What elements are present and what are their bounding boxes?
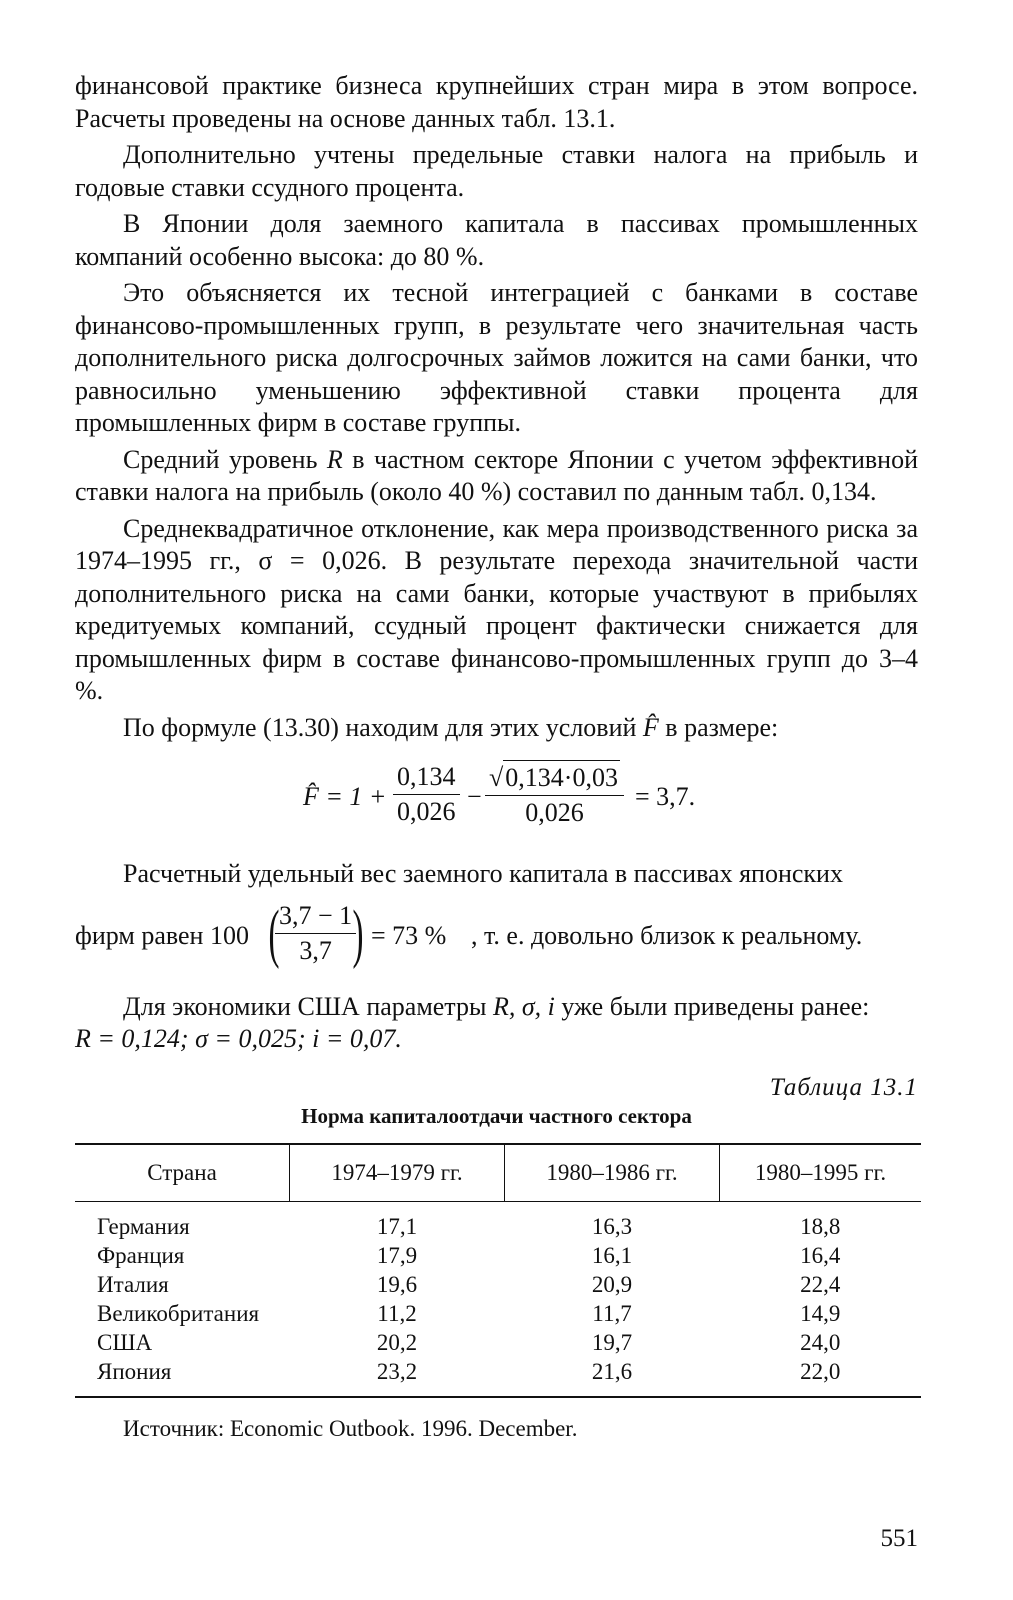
cell-value: 20,2: [376, 1329, 418, 1355]
paragraph-6: Среднеквадратичное отклонение, как мера производственного риска за 1974–1995 гг., σ = 0,026. В результате перехода значительной части дополнительного риска на сами банки, которые участвуют в прибылях кредитуемых компаний, ссудный процент фактически снижается для промышленных фирм в составе финансово-промышленных групп до 3–4 %.: [75, 513, 918, 705]
share-denominator: 3,7: [299, 935, 332, 965]
share-fraction: [275, 899, 356, 968]
cell-value: 22,4: [800, 1271, 841, 1297]
paragraph-8: Расчетный удельный вес заемного капитала в пассивах японских: [123, 859, 843, 888]
variable-f-hat: F̂: [642, 712, 659, 742]
cell-value: 22,0: [720, 1357, 922, 1397]
cell-value: 17,9: [376, 1242, 418, 1268]
formula-fraction-1: [393, 760, 460, 829]
share-text-a: фирм равен 100: [75, 920, 249, 950]
cell-value: 24,0: [800, 1329, 841, 1355]
header-period-2: 1980–1986 гг.: [505, 1144, 720, 1202]
paragraph-1: финансовой практике бизнеса крупнейших стран мира в этом вопросе. Расчеты проведены на основе данных табл. 13.1.: [75, 71, 918, 133]
table-row: [75, 1299, 921, 1328]
fraction-1-denominator: 0,026: [397, 797, 456, 826]
formula-f-hat: [75, 748, 918, 848]
cell-country: Франция: [97, 1242, 185, 1268]
header-period-1: 1974–1979 гг.: [290, 1144, 505, 1202]
fraction-1-numerator: 0,134: [393, 760, 460, 795]
paragraph-10-values: R = 0,124; σ = 0,025; i = 0,07.: [75, 1024, 402, 1053]
cell-value: 16,1: [591, 1242, 633, 1268]
cell-value: 20,9: [591, 1271, 633, 1297]
cell-country: Италия: [97, 1271, 169, 1297]
cell-country: Германия: [97, 1213, 190, 1239]
paragraph-3: В Японии доля заемного капитала в пассивах промышленных компаний особенно высока: до 80 %.: [75, 209, 918, 271]
paragraph-5-text-a: Средний уровень: [123, 444, 327, 474]
paragraph-7-text-a: По формуле (13.30) находим для этих условий: [123, 712, 643, 742]
page-body: [75, 70, 918, 1442]
paragraph-5-text-b: в частном секторе Японии с учетом эффективной ставки налога на прибыль (около 40 %) составил по данным табл. 0,134.: [75, 444, 918, 506]
header-country: Страна: [75, 1144, 290, 1202]
paragraph-10: [75, 991, 918, 1024]
share-numerator: 3,7 − 1: [275, 899, 356, 934]
variable-r: R: [326, 444, 343, 474]
table-caption: Таблица 13.1: [769, 1073, 918, 1101]
cell-value: 11,2: [377, 1300, 417, 1326]
table-row: [75, 1357, 921, 1397]
cell-value: 19,6: [376, 1271, 418, 1297]
formula-share: [75, 895, 918, 973]
cell-country: Япония: [75, 1357, 290, 1397]
share-text-c: , т. е. довольно близок к реальному.: [471, 920, 863, 950]
cell-value: 16,4: [800, 1242, 841, 1268]
table-row: [75, 1270, 921, 1299]
paragraph-10-text-a: Для экономики США параметры: [123, 991, 493, 1021]
fraction-2-denominator: 0,026: [525, 798, 584, 827]
cell-value: 16,3: [591, 1213, 633, 1239]
paragraph-2: Дополнительно учтены предельные ставки налога на прибыль и годовые ставки ссудного процента.: [75, 140, 918, 202]
table-source: Источник: Economic Outbook. 1996. December.: [123, 1415, 578, 1441]
paragraph-7: [75, 712, 918, 745]
table-row: [75, 1328, 921, 1357]
table-title: Норма капиталоотдачи частного сектора: [301, 1103, 692, 1128]
fraction-2-numerator: √0,134·0,03: [485, 760, 624, 796]
data-table: [75, 1143, 921, 1398]
paren-right: ): [352, 896, 364, 970]
page-number: 551: [880, 1525, 918, 1552]
cell-value: 21,6: [505, 1357, 720, 1397]
paragraph-7-text-b: в размере:: [658, 712, 779, 742]
paren-left: (: [268, 896, 280, 970]
cell-value: 19,7: [591, 1329, 633, 1355]
table-row: [75, 1201, 921, 1241]
cell-value: 17,1: [376, 1213, 418, 1239]
table-row: [75, 1241, 921, 1270]
variables-list: R, σ, i: [492, 991, 555, 1021]
cell-value: 14,9: [800, 1300, 841, 1326]
paragraph-4: Это объясняется их тесной интеграцией с банками в составе финансово-промышленных групп, в результате чего значительная часть дополнительного риска долгосрочных займов ложится на сами банки, что равносильно уменьшению эффективной ставки процента для промышленных фирм в составе группы.: [75, 278, 918, 437]
table-header-row: [75, 1144, 921, 1202]
formula-minus: −: [467, 782, 482, 811]
cell-value: 23,2: [290, 1357, 505, 1397]
formula-lhs: F̂ = 1 +: [303, 782, 387, 811]
cell-value: 11,7: [592, 1300, 632, 1326]
cell-country: Великобритания: [97, 1300, 260, 1326]
formula-fraction-2: [485, 760, 624, 830]
share-result: = 73 %: [371, 920, 447, 950]
cell-value: 18,8: [800, 1213, 841, 1239]
sqrt-radicand: 0,134·0,03: [503, 760, 620, 795]
paragraph-5: [75, 444, 918, 509]
paragraph-10-text-b: уже были приведены ранее:: [554, 991, 870, 1021]
header-period-3: 1980–1995 гг.: [720, 1144, 922, 1202]
cell-country: США: [97, 1329, 153, 1355]
formula-result: = 3,7.: [635, 782, 696, 811]
